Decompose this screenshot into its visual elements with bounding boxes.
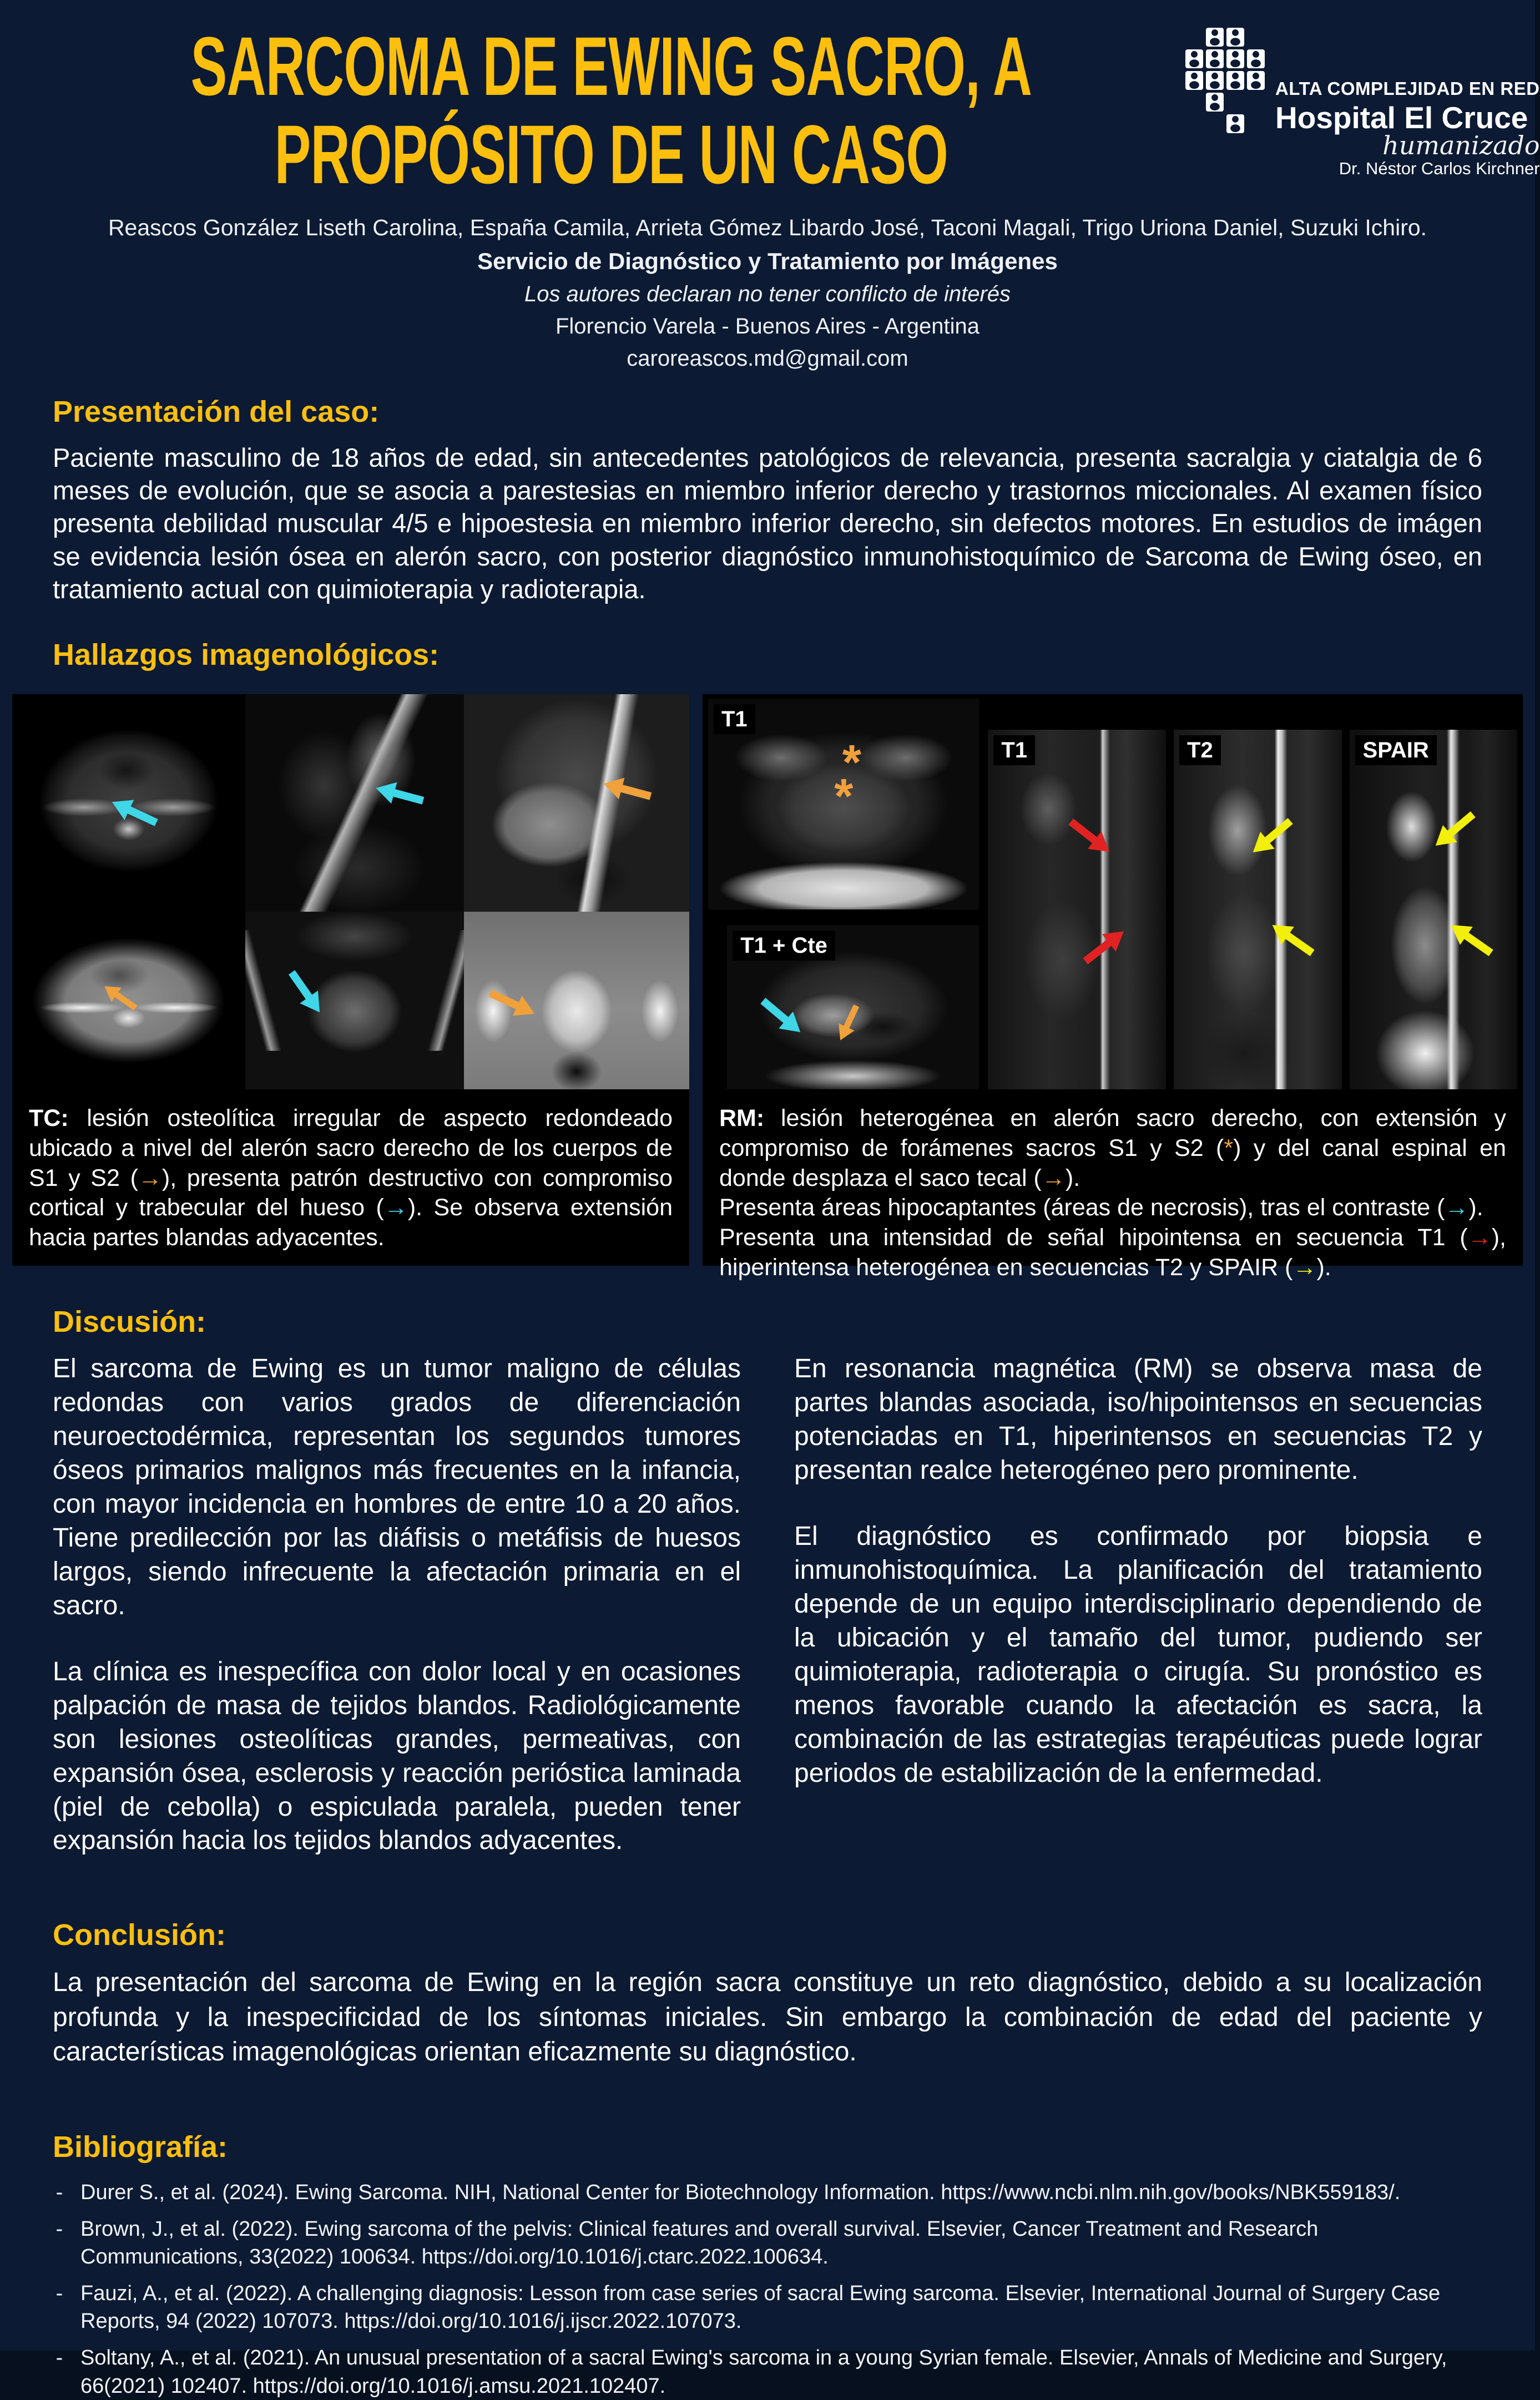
orange-arrow-icon <box>98 978 141 1015</box>
hospital-logo-text <box>1275 26 1540 208</box>
discussion-paragraph: El sarcoma de Ewing es un tumor maligno de células redondas con varios grados de diferenciación neuroectodérmica, representan los segundos tumores óseos primarios malignos más frecuentes en la infancia, con mayor incidencia en hombres de entre 10 a 20 años. Tiene predilección por las diáfisis o metáfisis de huesos largos, siendo infrecuente la afectación primaria en el sacro. <box>53 1354 741 1620</box>
poster-title: SARCOMA DE EWING SACRO, A PROPÓSITO DE UN CASO <box>190 19 1032 201</box>
rm-panel <box>703 694 1523 1281</box>
spair-label-chip: SPAIR <box>1355 735 1437 765</box>
rm-sagittal-group <box>988 699 1517 1089</box>
ct-sagittal-bone-image <box>245 694 464 912</box>
rm-caption-text: ). <box>1065 1164 1080 1191</box>
logo-tagline-script: humanizado <box>1382 130 1540 160</box>
heading-presentacion: Presentación del caso: <box>53 395 380 428</box>
case-section <box>0 395 1535 672</box>
figures-row <box>12 694 1523 1281</box>
rm-sagittal-t1-image <box>988 730 1166 1089</box>
person-tile-icon <box>1226 49 1244 68</box>
discussion-section <box>0 1305 1535 1890</box>
rm-caption-text: Presenta una intensidad de señal hipointensa en secuencia T1 ( <box>719 1224 1468 1251</box>
bibliography-list <box>53 2179 1482 2400</box>
t1-sagittal-label-chip: T1 <box>993 735 1035 765</box>
heading-discusion: Discusión: <box>53 1305 206 1339</box>
person-tile-icon <box>1206 93 1224 112</box>
hospital-logo <box>1185 19 1540 208</box>
location-line: Florencio Varela - Buenos Aires - Argentina <box>555 314 980 338</box>
rm-caption-text: lesión heterogénea en alerón sacro derecho, con extensión y compromiso de forámenes sacros S1 y S2 ( <box>719 1105 1506 1161</box>
rm-caption-line <box>719 1193 1506 1223</box>
orange-asterisk-glyph: * <box>1224 1134 1234 1161</box>
hospital-logo-mosaic-icon <box>1185 28 1268 139</box>
person-tile-icon <box>1247 71 1265 90</box>
discussion-paragraph: La clínica es inespecífica con dolor local y en ocasiones palpación de masa de tejidos blandos. Radiológicamente son lesiones osteolíticas grandes, permeativas, con expansión ósea, esclerosis y reacción perióstica laminada (piel de cebolla) o espiculada paralela, pueden tener expansión hacia los tejidos blandos adyacentes. <box>53 1656 741 1856</box>
rm-axial-t1-image <box>708 699 979 910</box>
bibliography-item <box>53 2344 1482 2399</box>
logo-director-label: Dr. Néstor Carlos Kirchner <box>1339 159 1540 179</box>
bullet-dash: - <box>55 2282 63 2306</box>
ct-caption-text: lesión osteolítica irregular de aspecto redondeado ubicado a nivel del alerón sacro derecho de los cuerpos de S1 y S2 ( <box>29 1105 673 1191</box>
orange-arrow-icon <box>599 772 654 807</box>
orange-arrow-icon <box>486 983 541 1025</box>
discussion-column-left <box>53 1352 741 1890</box>
rm-sagittal-t2-image <box>1174 730 1341 1089</box>
rm-axial-column <box>708 699 979 1089</box>
ct-coronal-bone-image <box>245 912 464 1089</box>
bibliography-section <box>0 2130 1535 2400</box>
orange-asterisk-marker: * <box>842 734 861 790</box>
t1-label-chip: T1 <box>714 704 755 734</box>
logo-hospital-name: Hospital El Cruce <box>1275 100 1528 135</box>
heading-hallazgos: Hallazgos imagenológicos: <box>53 638 440 672</box>
yellow-arrow-icon <box>1427 806 1480 856</box>
ct-coronal-soft-image <box>464 912 689 1089</box>
red-arrow-glyph: → <box>1467 1224 1492 1251</box>
rm-axial-t1-contrast-image <box>727 925 979 1089</box>
discussion-column-right <box>794 1352 1482 1890</box>
conclusion-section <box>0 1918 1535 2069</box>
orange-arrow-glyph: → <box>138 1164 162 1191</box>
ct-axial-bone-image <box>12 694 245 912</box>
ct-panel <box>12 694 689 1266</box>
case-paragraph: Paciente masculino de 18 años de edad, sin antecedentes patológicos de relevancia, presenta sacralgia y ciatalgia de 6 meses de evolución, que se asocia a parestesias en miembro inferior derecho y trastornos miccionales. Al examen físico presenta debilidad muscular 4/5 e hipoestesia en miembro inferior derecho, sin defectos motores. En estudios de imágen se evidencia lesión ósea en alerón sacro, con posterior diagnóstico inmunohistoquímico de Sarcoma de Ewing óseo, en tratamiento actual con quimioterapia y radioterapia. <box>53 443 1482 604</box>
bibliography-text: Durer S., et al. (2024). Ewing Sarcoma. NIH, National Center for Biotechnology Information. https://www.ncbi.nlm.nih.gov/books/NBK559183/. <box>80 2180 1401 2204</box>
cyan-arrow-icon <box>371 777 426 811</box>
yellow-arrow-glyph: → <box>1292 1254 1317 1281</box>
rm-caption <box>703 1089 1523 1294</box>
t2-label-chip: T2 <box>1179 735 1221 765</box>
bullet-dash: - <box>55 2180 63 2204</box>
rm-caption-text: ). <box>1468 1194 1483 1221</box>
cyan-arrow-glyph: → <box>1445 1194 1469 1221</box>
ct-caption-prefix: TC: <box>29 1105 69 1132</box>
rm-caption-text: ) y del canal espinal en donde desplaza el saco tecal ( <box>719 1134 1506 1191</box>
authors-line: Reascos González Liseth Carolina, España Camila, Arrieta Gómez Libardo José, Taconi Magali, Trigo Uriona Daniel, Suzuki Ichiro. <box>108 215 1427 240</box>
byline-block <box>0 215 1535 371</box>
red-arrow-icon <box>1064 813 1118 862</box>
yellow-arrow-icon <box>1244 813 1297 863</box>
rm-caption-text: ), hiperintensa heterogénea en secuencias T2 y SPAIR ( <box>719 1224 1506 1281</box>
disclosure-line: Los autores declaran no tener conflicto de interés <box>524 282 1011 306</box>
person-tile-icon <box>1247 49 1265 68</box>
person-tile-icon <box>1226 28 1244 47</box>
bullet-dash: - <box>55 2346 63 2370</box>
rm-caption-line <box>719 1104 1506 1193</box>
service-line: Servicio de Diagnóstico y Tratamiento por Imágenes <box>477 248 1058 274</box>
discussion-paragraph: El diagnóstico es confirmado por biopsia e inmunohistoquímica. La planificación del tratamiento depende de un equipo interdisciplinario dependiendo de la ubicación y el tamaño del tumor, pudiendo ser quimioterapia, radioterapia o cirugía. Su pronóstico es menos favorable cuando la afectación es sacra, la combinación de las estrategias terapéuticas puede lograr periodos de estabilización de la enfermedad. <box>794 1521 1482 1788</box>
bibliography-text: Fauzi, A., et al. (2022). A challenging diagnosis: Lesson from case series of sacral Ewing sarcoma. Elsevier, International Journal of Surgery Case Reports, 94 (2022) 107073. https://doi.org/10.1016/j.ijscr.2022.107073. <box>80 2282 1441 2333</box>
cyan-arrow-icon <box>756 992 809 1042</box>
bibliography-item <box>53 2179 1482 2206</box>
orange-arrow-glyph: → <box>1041 1164 1066 1191</box>
yellow-arrow-icon <box>1443 914 1497 962</box>
orange-arrow-icon <box>832 1002 865 1045</box>
person-tile-icon <box>1206 28 1224 47</box>
rm-caption-text: Presenta áreas hipocaptantes (áreas de necrosis), tras el contraste ( <box>719 1194 1445 1221</box>
cyan-arrow-glyph: → <box>383 1194 408 1221</box>
ct-axial-soft-image <box>12 912 245 1089</box>
person-tile-icon <box>1206 49 1224 68</box>
email-text: caroreascos.md@gmail.com <box>627 346 908 371</box>
person-tile-icon <box>1226 114 1244 133</box>
bibliography-text: Soltany, A., et al. (2021). An unusual presentation of a sacral Ewing's sarcoma in a young Syrian female. Elsevier, Annals of Medicine and Surgery, 66(2021) 102407. https://doi.org/10.1016/j.amsu.2021.102407. <box>80 2346 1447 2398</box>
ct-caption-text: ), presenta patrón destructivo con compromiso cortical y trabecular del hueso ( <box>29 1164 673 1221</box>
ct-image-grid <box>12 694 689 1089</box>
rm-caption-line <box>719 1223 1506 1283</box>
conclusion-paragraph: La presentación del sarcoma de Ewing en la región sacra constituye un reto diagnóstico, debido a su localización profunda y la inespecificidad de los síntomas iniciales. Sin embargo la combinación de edad del paciente y características imagenológicas orientan eficazmente su diagnóstico. <box>53 1968 1482 2067</box>
bullet-dash: - <box>55 2217 63 2241</box>
rm-caption-text: ). <box>1316 1254 1331 1281</box>
ct-sagittal-soft-image <box>464 694 689 912</box>
orange-asterisk-marker: * <box>834 768 854 823</box>
discussion-paragraph: En resonancia magnética (RM) se observa masa de partes blandas asociada, iso/hipointensos en secuencias potenciadas en T1, hiperintensos en secuencias T2 y presentan realce heterogéneo pero prominente. <box>794 1354 1482 1485</box>
yellow-arrow-icon <box>1264 914 1319 962</box>
cyan-arrow-icon <box>105 791 161 832</box>
ct-caption <box>12 1089 689 1264</box>
bibliography-item <box>53 2280 1482 2335</box>
red-arrow-icon <box>1078 921 1132 970</box>
heading-bibliografia: Bibliografía: <box>53 2130 228 2164</box>
poster-title-area <box>33 19 1185 208</box>
t1-contrast-label-chip: T1 + Cte <box>733 931 835 961</box>
ct-caption-text: ). Se observa extensión hacia partes blandas adyacentes. <box>29 1194 673 1251</box>
poster-header <box>0 0 1540 208</box>
bibliography-text: Brown, J., et al. (2022). Ewing sarcoma of the pelvis: Clinical features and overall survival. Elsevier, Cancer Treatment and Research Communications, 33(2022) 100634. https://doi.org/10.1016/j.ctarc.2022.100634. <box>80 2217 1319 2268</box>
cyan-arrow-icon <box>282 966 330 1020</box>
logo-network-label: ALTA COMPLEJIDAD EN RED <box>1275 78 1540 99</box>
rm-caption-prefix: RM: <box>719 1105 765 1132</box>
heading-conclusion: Conclusión: <box>53 1918 226 1952</box>
rm-image-grid <box>703 694 1523 1089</box>
bibliography-item <box>53 2215 1482 2271</box>
rm-sagittal-spair-image <box>1350 730 1517 1089</box>
person-tile-icon <box>1206 71 1224 90</box>
person-tile-icon <box>1226 71 1244 90</box>
